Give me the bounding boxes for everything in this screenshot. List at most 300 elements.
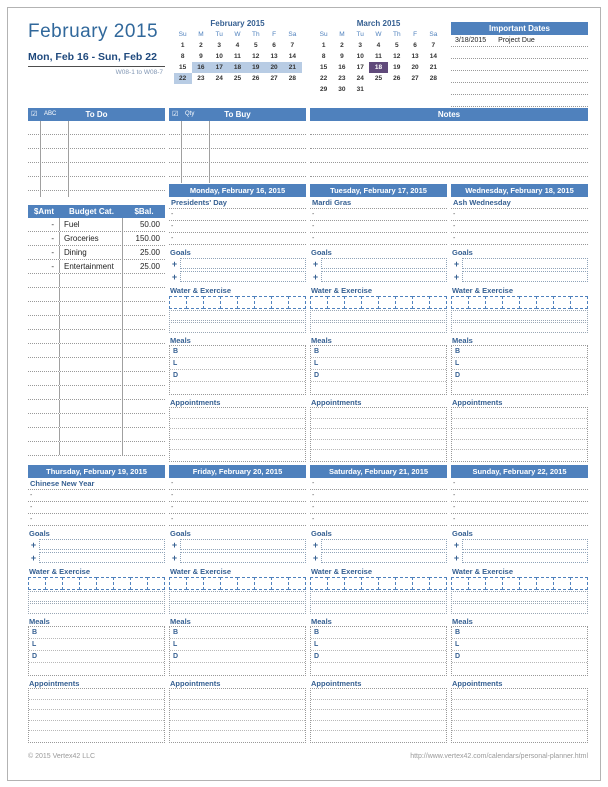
blank-row[interactable]: [451, 71, 588, 83]
goal-row[interactable]: [451, 270, 588, 283]
holiday-row[interactable]: -: [310, 478, 447, 490]
blank-row[interactable]: [28, 428, 165, 442]
blank-row[interactable]: [28, 442, 165, 456]
extra-meal-row[interactable]: [452, 382, 587, 394]
blank-row[interactable]: [311, 689, 446, 700]
vertex42-link[interactable]: http://www.vertex42.com/calendars/personal-planner.html: [410, 753, 588, 760]
lunch-row[interactable]: L: [452, 358, 587, 370]
blank-row[interactable]: [29, 689, 164, 700]
blank-row[interactable]: [451, 83, 588, 95]
water-exercise-label: Water & Exercise: [170, 567, 232, 576]
calendar-date[interactable]: 16: [192, 62, 210, 73]
blank-row[interactable]: [170, 700, 305, 711]
calendar-date[interactable]: 19: [247, 62, 265, 73]
blank-row[interactable]: [28, 121, 165, 135]
goal-row[interactable]: [28, 551, 165, 564]
calendar-date[interactable]: 29: [320, 86, 328, 93]
blank-row[interactable]: [170, 721, 305, 732]
lunch-row[interactable]: L: [170, 358, 305, 370]
calendar-date[interactable]: 8: [180, 53, 185, 60]
calendar-date[interactable]: 10: [356, 53, 364, 60]
water-tracker-cell[interactable]: [147, 577, 165, 590]
dinner-row[interactable]: D: [170, 370, 305, 382]
goal-row[interactable]: [310, 270, 447, 283]
lunch-row[interactable]: L: [452, 639, 587, 651]
water-tracker-cell[interactable]: [344, 296, 362, 309]
calendar-date[interactable]: 30: [338, 86, 346, 93]
calendar-date[interactable]: 12: [252, 53, 260, 60]
note-row[interactable]: -: [310, 514, 447, 526]
water-tracker-cell[interactable]: [28, 577, 46, 590]
lunch-row[interactable]: L: [170, 639, 305, 651]
water-tracker-cell[interactable]: [361, 296, 379, 309]
holiday-row[interactable]: -: [451, 478, 588, 490]
blank-row[interactable]: [170, 429, 305, 440]
blank-row[interactable]: [169, 135, 306, 149]
extra-meal-row[interactable]: [170, 382, 305, 394]
water-tracker-cell[interactable]: [570, 296, 588, 309]
water-tracker-cell[interactable]: [327, 296, 345, 309]
water-tracker-cell[interactable]: [536, 577, 554, 590]
day-panel-wednesday: [451, 184, 588, 461]
holiday-row[interactable]: Ash Wednesday: [451, 197, 588, 209]
holiday-row[interactable]: Mardi Gras: [310, 197, 447, 209]
blank-row[interactable]: [311, 700, 446, 711]
calendar-date[interactable]: 7: [290, 42, 295, 49]
water-tracker-cell[interactable]: [203, 577, 221, 590]
blank-row[interactable]: [310, 163, 588, 177]
calendar-date[interactable]: 2: [199, 42, 203, 49]
water-tracker-cell[interactable]: [45, 577, 63, 590]
blank-row[interactable]: [310, 603, 447, 614]
water-tracker: [169, 296, 306, 309]
water-tracker-cell[interactable]: [429, 296, 447, 309]
blank-row[interactable]: [451, 47, 588, 59]
water-tracker-cell[interactable]: [237, 296, 255, 309]
water-tracker-cell[interactable]: [378, 296, 396, 309]
blank-row[interactable]: [311, 721, 446, 732]
blank-row[interactable]: [452, 419, 587, 430]
blank-row[interactable]: [28, 603, 165, 614]
water-tracker-cell[interactable]: [468, 296, 486, 309]
goal-input-box[interactable]: [321, 552, 447, 563]
calendar-date[interactable]: 14: [288, 53, 296, 60]
blank-row[interactable]: [169, 591, 306, 602]
goal-input-box[interactable]: [180, 271, 306, 282]
budget-row[interactable]: [28, 246, 165, 260]
goal-row[interactable]: [451, 257, 588, 270]
dinner-row[interactable]: D: [29, 651, 164, 663]
blank-row[interactable]: [29, 731, 164, 742]
water-tracker-cell[interactable]: [310, 296, 328, 309]
calendar-date[interactable]: 26: [252, 75, 260, 82]
blank-row[interactable]: [28, 386, 165, 400]
goal-input-box[interactable]: [180, 258, 306, 269]
water-tracker-cell[interactable]: [327, 577, 345, 590]
blank-row[interactable]: [311, 440, 446, 451]
blank-row[interactable]: [451, 322, 588, 333]
blank-row[interactable]: [311, 408, 446, 419]
calendar-date[interactable]: 25: [374, 75, 383, 82]
calendar-date[interactable]: 27: [270, 75, 278, 82]
dinner-row[interactable]: D: [452, 370, 587, 382]
note-row[interactable]: -: [310, 502, 447, 514]
calendar-date[interactable]: 24: [215, 75, 223, 82]
blank-row[interactable]: [451, 591, 588, 602]
extra-meal-row[interactable]: [311, 382, 446, 394]
blank-row[interactable]: [28, 414, 165, 428]
goal-row[interactable]: [169, 538, 306, 551]
calendar-date[interactable]: 13: [270, 53, 278, 60]
calendar-date[interactable]: 23: [338, 75, 346, 82]
calendar-date[interactable]: 20: [265, 62, 283, 73]
water-tracker-cell[interactable]: [429, 577, 447, 590]
calendar-date[interactable]: [406, 84, 424, 95]
goal-row[interactable]: [310, 257, 447, 270]
water-tracker-cell[interactable]: [130, 577, 148, 590]
blank-row[interactable]: [28, 149, 165, 163]
blank-row[interactable]: [28, 163, 165, 177]
holiday-row[interactable]: -: [169, 478, 306, 490]
calendar-date[interactable]: 26: [393, 75, 401, 82]
note-row[interactable]: -: [310, 233, 447, 245]
blank-row[interactable]: [28, 400, 165, 414]
note-row[interactable]: -: [310, 209, 447, 221]
goal-input-box[interactable]: [321, 271, 447, 282]
goal-row[interactable]: [310, 538, 447, 551]
goal-input-box[interactable]: [462, 539, 588, 550]
blank-row[interactable]: [28, 302, 165, 316]
calendar-date[interactable]: 7: [431, 42, 436, 49]
calendar-date[interactable]: 11: [234, 53, 241, 60]
note-row[interactable]: -: [169, 233, 306, 245]
note-row[interactable]: -: [451, 490, 588, 502]
blank-row[interactable]: [169, 163, 306, 177]
water-tracker-cell[interactable]: [485, 577, 503, 590]
water-tracker-cell[interactable]: [519, 296, 537, 309]
water-tracker-cell[interactable]: [169, 296, 187, 309]
calendar-date[interactable]: 6: [272, 42, 276, 49]
calendar-date[interactable]: 18: [369, 62, 387, 73]
lunch-row[interactable]: L: [311, 358, 446, 370]
goal-row[interactable]: [28, 538, 165, 551]
blank-row[interactable]: [29, 721, 164, 732]
water-tracker-cell[interactable]: [113, 577, 131, 590]
calendar-date[interactable]: 15: [179, 64, 187, 71]
water-tracker-cell[interactable]: [468, 577, 486, 590]
water-tracker-cell[interactable]: [395, 296, 413, 309]
important-date-entry[interactable]: [451, 35, 588, 47]
note-row[interactable]: -: [169, 490, 306, 502]
blank-row[interactable]: [451, 95, 588, 107]
calendar-date[interactable]: 1: [180, 42, 185, 49]
goal-input-box[interactable]: [180, 552, 306, 563]
water-tracker-cell[interactable]: [519, 577, 537, 590]
goal-input-box[interactable]: [321, 258, 447, 269]
breakfast-row[interactable]: B: [311, 627, 446, 639]
water-tracker-cell[interactable]: [451, 296, 469, 309]
budget-row[interactable]: [28, 218, 165, 232]
blank-row[interactable]: [29, 700, 164, 711]
blank-row[interactable]: [452, 700, 587, 711]
plus-icon: +: [30, 539, 37, 550]
goal-row[interactable]: [169, 270, 306, 283]
blank-row[interactable]: [451, 603, 588, 614]
water-tracker-cell[interactable]: [451, 577, 469, 590]
blank-row[interactable]: [28, 344, 165, 358]
blank-row[interactable]: [310, 322, 447, 333]
extra-meal-row[interactable]: [29, 663, 164, 675]
blank-row[interactable]: [28, 358, 165, 372]
blank-row[interactable]: [311, 710, 446, 721]
blank-row[interactable]: [310, 310, 447, 321]
calendar-date[interactable]: 17: [356, 64, 364, 71]
dinner-row[interactable]: D: [311, 651, 446, 663]
calendar-date[interactable]: 10: [215, 53, 223, 60]
blank-row[interactable]: [452, 689, 587, 700]
plus-icon: +: [30, 552, 37, 563]
blank-row[interactable]: [452, 440, 587, 451]
appointments-label: Appointments: [311, 679, 362, 688]
blank-row[interactable]: [452, 731, 587, 742]
calendar-date[interactable]: 31: [356, 86, 364, 93]
note-row[interactable]: -: [451, 514, 588, 526]
blank-row[interactable]: [170, 450, 305, 461]
goal-input-box[interactable]: [462, 552, 588, 563]
calendar-date[interactable]: 28: [429, 75, 437, 82]
calendar-date[interactable]: 4: [376, 42, 381, 49]
calendar-date[interactable]: [369, 84, 387, 95]
water-tracker-cell[interactable]: [62, 577, 80, 590]
lunch-row[interactable]: L: [29, 639, 164, 651]
blank-row[interactable]: [311, 450, 446, 461]
extra-meal-row[interactable]: [311, 663, 446, 675]
calendar-date[interactable]: 2: [340, 42, 344, 49]
blank-row[interactable]: [170, 731, 305, 742]
calendar-date[interactable]: 25: [233, 75, 242, 82]
goal-input-box[interactable]: [39, 552, 165, 563]
note-row[interactable]: -: [451, 233, 588, 245]
day-header: Friday, February 20, 2015: [169, 465, 306, 478]
water-tracker-cell[interactable]: [288, 577, 306, 590]
breakfast-row[interactable]: B: [452, 627, 587, 639]
blank-row[interactable]: [310, 149, 588, 163]
goal-input-box[interactable]: [321, 539, 447, 550]
calendar-date[interactable]: 27: [411, 75, 419, 82]
water-tracker-cell[interactable]: [553, 577, 571, 590]
water-tracker-cell[interactable]: [553, 296, 571, 309]
goal-input-box[interactable]: [462, 258, 588, 269]
water-tracker-cell[interactable]: [271, 296, 289, 309]
blank-row[interactable]: [170, 689, 305, 700]
breakfast-row[interactable]: B: [170, 627, 305, 639]
calendar-date[interactable]: 24: [356, 75, 364, 82]
note-row[interactable]: -: [310, 490, 447, 502]
blank-row[interactable]: [310, 591, 447, 602]
blank-row[interactable]: [310, 121, 588, 135]
appointments-box: [169, 688, 306, 743]
water-tracker-cell[interactable]: [502, 577, 520, 590]
note-row[interactable]: -: [169, 209, 306, 221]
dinner-row[interactable]: D: [170, 651, 305, 663]
calendar-date[interactable]: 3: [358, 42, 363, 49]
blank-row[interactable]: [29, 710, 164, 721]
blank-row[interactable]: [170, 408, 305, 419]
calendar-date[interactable]: 15: [320, 64, 328, 71]
water-tracker-cell[interactable]: [570, 577, 588, 590]
blank-row[interactable]: [310, 135, 588, 149]
blank-row[interactable]: [452, 721, 587, 732]
calendar-date[interactable]: 23: [197, 75, 205, 82]
calendar-date[interactable]: 14: [429, 53, 437, 60]
calendar-date[interactable]: 5: [253, 42, 258, 49]
blank-row[interactable]: [311, 429, 446, 440]
blank-row[interactable]: [28, 288, 165, 302]
note-row[interactable]: -: [28, 490, 165, 502]
dinner-row[interactable]: D: [311, 370, 446, 382]
note-row[interactable]: -: [169, 221, 306, 233]
water-tracker-cell[interactable]: [485, 296, 503, 309]
water-tracker-cell[interactable]: [169, 577, 187, 590]
breakfast-row[interactable]: B: [452, 346, 587, 358]
calendar-date[interactable]: 20: [411, 64, 419, 71]
dinner-row[interactable]: D: [452, 651, 587, 663]
water-tracker-cell[interactable]: [79, 577, 97, 590]
budget-row[interactable]: [28, 260, 165, 274]
water-tracker-cell[interactable]: [237, 577, 255, 590]
calendar-date[interactable]: 8: [321, 53, 326, 60]
calendar-date[interactable]: 19: [393, 64, 401, 71]
breakfast-row[interactable]: B: [311, 346, 446, 358]
calendar-date[interactable]: 12: [393, 53, 401, 60]
calendar-date[interactable]: 21: [429, 64, 437, 71]
calendar-date[interactable]: 11: [375, 53, 382, 60]
extra-meal-row[interactable]: [452, 663, 587, 675]
blank-row[interactable]: [28, 274, 165, 288]
goal-row[interactable]: [310, 551, 447, 564]
goal-row[interactable]: [451, 551, 588, 564]
blank-row[interactable]: [28, 330, 165, 344]
blank-row[interactable]: [169, 121, 306, 135]
water-tracker-cell[interactable]: [254, 296, 272, 309]
blank-row[interactable]: [28, 372, 165, 386]
blank-row[interactable]: [169, 603, 306, 614]
goal-input-box[interactable]: [180, 539, 306, 550]
water-tracker-cell[interactable]: [378, 577, 396, 590]
goal-row[interactable]: [169, 257, 306, 270]
holiday-row[interactable]: Chinese New Year: [28, 478, 165, 490]
plus-icon: +: [312, 258, 319, 269]
blank-row[interactable]: [452, 710, 587, 721]
goal-row[interactable]: [169, 551, 306, 564]
water-tracker-cell[interactable]: [395, 577, 413, 590]
blank-row[interactable]: [170, 440, 305, 451]
blank-row[interactable]: [311, 731, 446, 742]
blank-row[interactable]: [452, 408, 587, 419]
blank-row[interactable]: [170, 419, 305, 430]
calendar-date[interactable]: 21: [283, 62, 301, 73]
water-tracker-cell[interactable]: [271, 577, 289, 590]
calendar-day-header: M: [198, 31, 204, 38]
calendar-date[interactable]: 1: [321, 42, 326, 49]
note-row[interactable]: -: [169, 514, 306, 526]
calendar-date[interactable]: 13: [411, 53, 419, 60]
water-tracker-cell[interactable]: [361, 577, 379, 590]
calendar-date[interactable]: 6: [413, 42, 417, 49]
blank-row[interactable]: [28, 316, 165, 330]
water-tracker-cell[interactable]: [254, 577, 272, 590]
calendar-date[interactable]: 5: [394, 42, 399, 49]
calendar-date[interactable]: 9: [340, 53, 344, 60]
water-tracker-cell[interactable]: [412, 296, 430, 309]
breakfast-row[interactable]: B: [170, 346, 305, 358]
blank-row[interactable]: [311, 419, 446, 430]
water-tracker-cell[interactable]: [186, 577, 204, 590]
calendar-date[interactable]: 18: [228, 62, 246, 73]
breakfast-row[interactable]: B: [29, 627, 164, 639]
note-row[interactable]: -: [451, 209, 588, 221]
calendar-date[interactable]: 17: [210, 62, 228, 73]
budget-row[interactable]: [28, 232, 165, 246]
goal-input-box[interactable]: [39, 539, 165, 550]
water-tracker-cell[interactable]: [220, 577, 238, 590]
calendar-date[interactable]: 4: [235, 42, 240, 49]
note-row[interactable]: -: [451, 502, 588, 514]
calendar-date[interactable]: [424, 84, 442, 95]
water-tracker-cell[interactable]: [96, 577, 114, 590]
water-tracker-cell[interactable]: [310, 577, 328, 590]
calendar-date[interactable]: 22: [320, 75, 328, 82]
water-tracker-cell[interactable]: [344, 577, 362, 590]
blank-row[interactable]: [169, 322, 306, 333]
goal-input-box[interactable]: [462, 271, 588, 282]
blank-row[interactable]: [28, 177, 165, 191]
note-row[interactable]: -: [310, 221, 447, 233]
lunch-row[interactable]: L: [311, 639, 446, 651]
water-tracker-cell[interactable]: [536, 296, 554, 309]
holiday-row[interactable]: Presidents' Day: [169, 197, 306, 209]
calendar-date[interactable]: 16: [338, 64, 346, 71]
note-row[interactable]: -: [28, 502, 165, 514]
calendar-date[interactable]: 9: [199, 53, 203, 60]
blank-row[interactable]: [452, 450, 587, 461]
blank-row[interactable]: [170, 710, 305, 721]
note-row[interactable]: -: [451, 221, 588, 233]
water-tracker-cell[interactable]: [288, 296, 306, 309]
blank-row[interactable]: [451, 310, 588, 321]
calendar-date[interactable]: [388, 84, 406, 95]
water-tracker-cell[interactable]: [412, 577, 430, 590]
blank-row[interactable]: [451, 59, 588, 71]
note-row[interactable]: -: [28, 514, 165, 526]
blank-row[interactable]: [452, 429, 587, 440]
water-tracker-cell[interactable]: [203, 296, 221, 309]
water-tracker-cell[interactable]: [502, 296, 520, 309]
calendar-date[interactable]: 3: [217, 42, 222, 49]
note-row[interactable]: -: [169, 502, 306, 514]
calendar-date[interactable]: 28: [288, 75, 296, 82]
water-tracker: [310, 296, 447, 309]
goal-row[interactable]: [451, 538, 588, 551]
calendar-date[interactable]: 22: [174, 73, 192, 84]
water-tracker-cell[interactable]: [186, 296, 204, 309]
blank-row[interactable]: [28, 591, 165, 602]
blank-row[interactable]: [169, 149, 306, 163]
extra-meal-row[interactable]: [170, 663, 305, 675]
blank-row[interactable]: [169, 310, 306, 321]
blank-row[interactable]: [28, 135, 165, 149]
water-tracker-cell[interactable]: [220, 296, 238, 309]
